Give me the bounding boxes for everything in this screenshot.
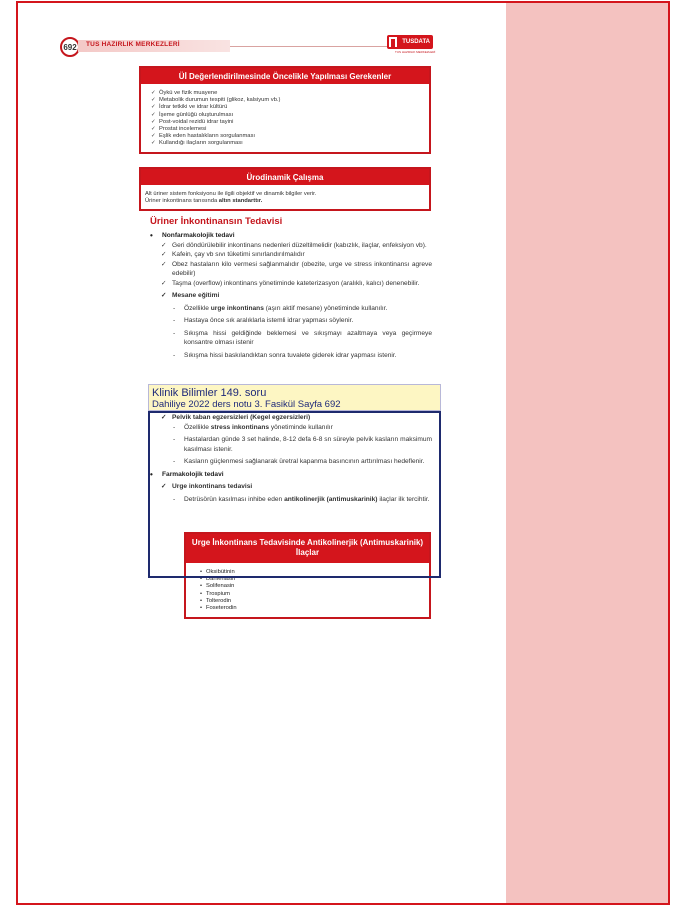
urodynamic-box <box>139 167 431 211</box>
bladder-item: - Sıkışma hissi baskılandıktan sonra tuvalete giderek idrar yapması istenir. <box>150 351 432 361</box>
bladder-item: - Hastaya önce sık aralıklarla istemli idrar yapması söylenir. <box>150 316 432 326</box>
pelvic-heading: ✓ Pelvik taban egzersizleri (Kegel egzersizleri) <box>150 413 432 423</box>
urodynamic-line-1: Alt üriner sistem fonksiyonu ile ilgili objektif ve dinamik bilgiler verir. <box>145 191 317 197</box>
urodynamic-box-title: Ürodinamik Çalışma <box>141 169 429 187</box>
pelvic-item: - Hastalardan günde 3 set halinde, 8-12 defa 6-8 sn süreyle pelvik kasların maksimum kasılması istenir. <box>150 435 432 454</box>
checklist-item: ✓ Öykü ve fizik muayene <box>151 90 421 97</box>
bladder-training-heading: ✓ Mesane eğitimi <box>150 291 432 301</box>
checklist-item: ✓ Eşlik eden hastalıkların sorgulanması <box>151 133 421 140</box>
header-rule <box>230 46 388 47</box>
drug-box <box>184 532 431 619</box>
nonpharma-item: ✓ Obez hastaların kilo vermesi sağlanmalıdır (obezite, urge ve stress inkontinansı agreve edebilir) <box>150 260 432 279</box>
bladder-list <box>150 316 432 360</box>
source-note <box>148 384 441 411</box>
evaluation-checklist <box>151 90 421 148</box>
logo-text: TUSDATA <box>402 39 430 45</box>
drug-item: • Foseterodin <box>200 605 429 612</box>
page-number: 692 <box>60 37 80 57</box>
urge-heading: ✓ Urge inkontinans tedavisi <box>150 482 432 492</box>
evaluation-box-body <box>141 86 429 152</box>
note-line-1: Klinik Bilimler 149. soru <box>152 387 267 399</box>
drug-item: • Oksibütinin <box>200 569 429 576</box>
pelvic-item: - Özellikle stress inkontinans yönetiminde kullanılır <box>150 423 432 433</box>
drug-item: • Tolterodin <box>200 598 429 605</box>
nonpharma-item: ✓ Kafein, çay vb sıvı tüketimi sınırlandırılmalıdır <box>150 250 432 260</box>
drug-item: • Solifenasin <box>200 583 429 590</box>
side-panel <box>506 1 670 905</box>
treatment-content-top <box>150 231 432 360</box>
section-title: Üriner İnkontinansın Tedavisi <box>150 216 283 227</box>
urodynamic-line-2: Üriner inkontinans tanısında altın standarttır. <box>145 198 263 205</box>
drug-item: • Darifenasin <box>200 576 429 583</box>
checklist-item: ✓ İdrar tetkiki ve idrar kültürü <box>151 104 421 111</box>
pharma-heading: • Farmakolojik tedavi <box>150 470 432 480</box>
nonpharma-list <box>150 241 432 289</box>
tusdata-logo <box>387 35 436 55</box>
checklist-item: ✓ Kullandığı ilaçların sorgulanması <box>151 140 421 147</box>
checklist-item: ✓ Metabolik durumun tespiti (glikoz, kalsiyum vb.) <box>151 97 421 104</box>
pelvic-list <box>150 435 432 467</box>
drug-list <box>186 563 429 612</box>
checklist-item: ✓ İşeme günlüğü oluşturulması <box>151 112 421 119</box>
drug-box-title: Urge İnkontinans Tedavisinde Antikolinerjik (Antimuskarinik) İlaçlar <box>186 534 429 563</box>
logo-subtitle: TUS HAZIRLIK MERKEZLERİ <box>395 50 436 54</box>
drug-item: • Trospium <box>200 591 429 598</box>
evaluation-box-title: Üİ Değerlendirilmesinde Öncelikle Yapılması Gerekenler <box>141 68 429 86</box>
logo-badge <box>387 35 433 49</box>
treatment-content-bottom <box>150 413 432 504</box>
nonpharma-item: ✓ Taşma (overflow) inkontinans yönetiminde kateterizasyon (aralıklı, kalıcı) denenebilir. <box>150 279 432 289</box>
pelvic-item: - Kasların güçlenmesi sağlanarak üretral kapanma basıncının arttırılması hedeflenir. <box>150 457 432 467</box>
logo-icon <box>389 37 397 47</box>
bladder-item: - Özellikle urge inkontinans (aşırı aktif mesane) yönetiminde kullanılır. <box>150 304 432 314</box>
note-line-2: Dahiliye 2022 ders notu 3. Fasikül Sayfa 692 <box>152 399 341 410</box>
urge-item: - Detrüsörün kasılması inhibe eden antikolinerjik (antimuskarinik) ilaçlar ilk tercihtir. <box>150 495 432 505</box>
checklist-item: ✓ Post-voidal rezidü idrar tayini <box>151 119 421 126</box>
bladder-item: - Sıkışma hissi geldiğinde beklemesi ve sıkışmayı azaltmaya veya geçirmeye konsantre olması istenir <box>150 329 432 348</box>
nonpharma-heading: • Nonfarmakolojik tedavi <box>150 231 432 241</box>
urodynamic-box-body <box>141 187 429 209</box>
checklist-item: ✓ Prostat incelemesi <box>151 126 421 133</box>
evaluation-box <box>139 66 431 154</box>
header-title: TUS HAZIRLIK MERKEZLERİ <box>86 41 180 48</box>
nonpharma-item: ✓ Geri döndürülebilir inkontinans nedenleri düzeltilmelidir (kabızlık, ilaçlar, enfeksiyon vb). <box>150 241 432 251</box>
